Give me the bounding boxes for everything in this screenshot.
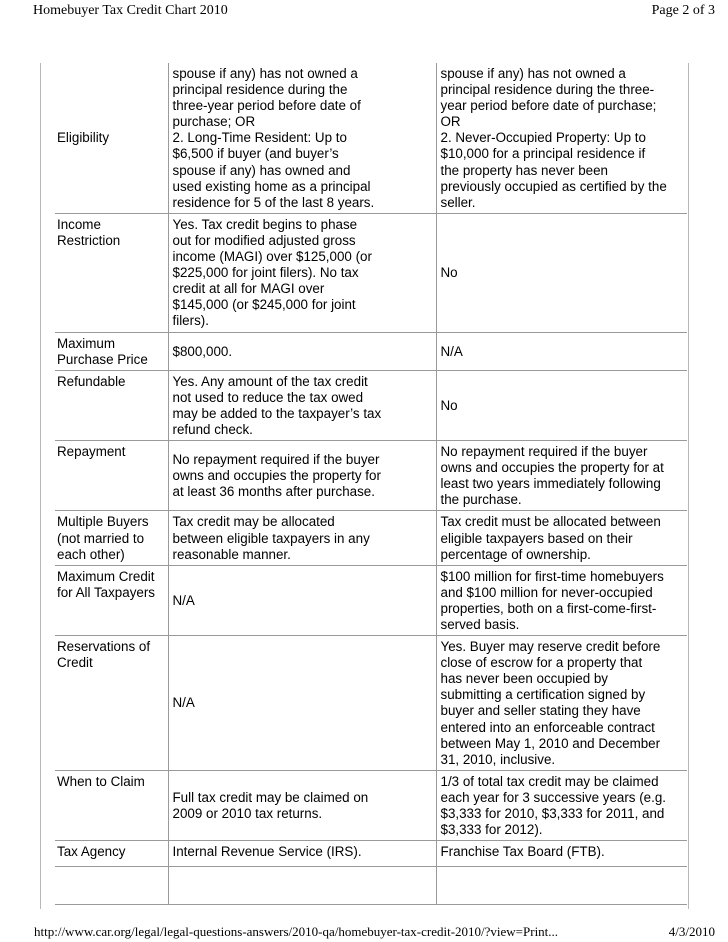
table-row — [55, 565, 687, 635]
cell-line: owns and occupies the property for at — [440, 460, 664, 476]
california-cell — [436, 441, 687, 511]
cell-line: three-year period before date of — [172, 98, 361, 114]
cell-line: Tax Agency — [57, 844, 126, 860]
cell-line: $145,000 (or $245,000 for joint — [172, 297, 356, 313]
row-label — [55, 770, 168, 840]
cell-line: for All Taxpayers — [57, 584, 155, 600]
california-cell — [436, 770, 687, 840]
cell-line: $800,000. — [172, 343, 233, 359]
cell-line: previously occupied as certified by the — [440, 178, 667, 194]
cell-line: submitting a certification signed by — [440, 687, 646, 703]
tax-credit-table — [55, 63, 687, 905]
cell-line: When to Claim — [57, 773, 145, 789]
cell-line: percentage of ownership. — [440, 546, 591, 562]
cell-line: Repayment — [57, 444, 126, 460]
footer-url: http://www.car.org/legal/legal-questions-answers/2010-qa/homebuyer-tax-credit-2010/?view=Print... — [34, 924, 559, 939]
row-label — [55, 441, 168, 511]
table-row — [55, 63, 687, 213]
federal-cell — [168, 441, 436, 511]
cell-line: No — [440, 265, 458, 281]
table-row — [55, 370, 687, 440]
cell-line: $6,500 if buyer (and buyer’s — [172, 146, 339, 162]
cell-line: Credit — [57, 655, 93, 671]
cell-line: $100 million for first-time homebuyers — [440, 568, 664, 584]
california-cell — [436, 511, 687, 565]
table-row — [55, 841, 687, 867]
cell-line: not used to reduce the tax owed — [172, 389, 364, 405]
cell-line: principal residence during the three- — [440, 82, 655, 98]
cell-line: No — [440, 397, 458, 413]
cell-line: Yes. Tax credit begins to phase — [172, 216, 358, 232]
cell-line: Internal Revenue Service (IRS). — [172, 844, 362, 860]
cell-line: (not married to — [57, 530, 145, 546]
cell-line: each year for 3 successive years (e.g. — [440, 789, 667, 805]
empty-cell — [436, 867, 687, 905]
cell-line: Franchise Tax Board (FTB). — [440, 844, 605, 860]
cell-line: Purchase Price — [57, 351, 148, 367]
cell-line: between eligible taxpayers in any — [172, 530, 370, 546]
cell-line: reasonable manner. — [172, 546, 291, 562]
cell-line: purchase; OR — [172, 114, 256, 130]
row-label — [55, 511, 168, 565]
cell-line: filers). — [172, 313, 209, 329]
row-label — [55, 636, 168, 771]
table-row — [55, 867, 687, 905]
cell-line: principal residence during the — [172, 82, 348, 98]
cell-line: spouse if any) has not owned a — [172, 66, 358, 81]
table-row — [55, 213, 687, 332]
table-row — [55, 636, 687, 771]
cell-line: used existing home as a principal — [172, 178, 371, 194]
cell-line: credit at all for MAGI over — [172, 281, 325, 297]
federal-cell — [168, 370, 436, 440]
row-label — [55, 332, 168, 370]
cell-line: and $100 million for never-occupied — [440, 584, 653, 600]
cell-line: 2009 or 2010 tax returns. — [172, 806, 323, 822]
page-number: Page 2 of 3 — [651, 3, 715, 18]
table-row — [55, 770, 687, 840]
cell-line: Full tax credit may be claimed on — [172, 789, 369, 805]
federal-cell — [168, 636, 436, 771]
cell-line: the purchase. — [440, 492, 522, 508]
cell-line: 2. Never-Occupied Property: Up to — [440, 130, 646, 146]
cell-line: Tax credit may be allocated — [172, 514, 335, 530]
cell-line: spouse if any) has not owned a — [440, 66, 626, 81]
cell-line: served basis. — [440, 617, 520, 632]
cell-line: Yes. Any amount of the tax credit — [172, 373, 368, 389]
cell-line: has never been occupied by — [440, 671, 609, 687]
cell-line: each other) — [57, 546, 125, 562]
cell-line: Yes. Buyer may reserve credit before — [440, 639, 661, 655]
cell-line: may be added to the taxpayer’s tax — [172, 405, 382, 421]
california-cell — [436, 370, 687, 440]
cell-line: Multiple Buyers — [57, 514, 149, 530]
cell-line: properties, both on a first-come-first- — [440, 600, 657, 616]
cell-line: out for modified adjusted gross — [172, 232, 356, 248]
footer-date: 4/3/2010 — [668, 924, 715, 939]
cell-line: No repayment required if the buyer — [172, 452, 380, 468]
cell-line: owns and occupies the property for — [172, 468, 381, 484]
cell-line: buyer and seller stating they have — [440, 703, 641, 719]
cell-line: 1/3 of total tax credit may be claimed — [440, 773, 659, 789]
cell-line: income (MAGI) over $125,000 (or — [172, 249, 372, 265]
cell-line: Restriction — [57, 232, 121, 248]
cell-line: N/A — [172, 695, 195, 711]
cell-line: spouse if any) has owned and — [172, 162, 351, 178]
empty-cell — [55, 867, 168, 905]
cell-line: Maximum Credit — [57, 568, 155, 584]
california-cell — [436, 63, 687, 213]
cell-line: the property has never been — [440, 162, 608, 178]
cell-line: No repayment required if the buyer — [440, 444, 648, 460]
table-row — [55, 441, 687, 511]
table-row — [55, 511, 687, 565]
cell-line: $3,333 for 2012). — [440, 822, 543, 838]
cell-line: Reservations of — [57, 639, 151, 655]
cell-line: OR — [440, 114, 461, 130]
cell-line: year period before date of purchase; — [440, 98, 657, 114]
federal-cell — [168, 511, 436, 565]
cell-line: Income — [57, 216, 101, 232]
row-label — [55, 565, 168, 635]
federal-cell — [168, 213, 436, 332]
cell-line: close of escrow for a property that — [440, 655, 643, 671]
cell-line: Maximum — [57, 335, 116, 351]
cell-line: at least 36 months after purchase. — [172, 484, 375, 500]
row-label — [55, 213, 168, 332]
cell-line: eligible taxpayers based on their — [440, 530, 633, 546]
empty-cell — [168, 867, 436, 905]
cell-line: 31, 2010, inclusive. — [440, 751, 556, 767]
cell-line: N/A — [172, 592, 195, 608]
california-cell — [436, 332, 687, 370]
california-cell — [436, 213, 687, 332]
california-cell — [436, 841, 687, 867]
row-label — [55, 841, 168, 867]
california-cell — [436, 565, 687, 635]
table-row — [55, 332, 687, 370]
page-title: Homebuyer Tax Credit Chart 2010 — [33, 3, 228, 18]
cell-line: $10,000 for a principal residence if — [440, 146, 646, 162]
row-label — [55, 370, 168, 440]
cell-line: seller. — [440, 194, 476, 210]
federal-cell — [168, 63, 436, 213]
federal-cell — [168, 770, 436, 840]
cell-line: Eligibility — [57, 130, 110, 146]
cell-line: residence for 5 of the last 8 years. — [172, 194, 375, 210]
cell-line: $3,333 for 2010, $3,333 for 2011, and — [440, 806, 665, 822]
cell-line: refund check. — [172, 421, 253, 437]
cell-line: $225,000 for joint filers). No tax — [172, 265, 359, 281]
california-cell — [436, 636, 687, 771]
cell-line: least two years immediately following — [440, 476, 661, 492]
federal-cell — [168, 565, 436, 635]
cell-line: Tax credit must be allocated between — [440, 514, 661, 530]
cell-line: Refundable — [57, 373, 126, 389]
row-label — [55, 63, 168, 213]
cell-line: 2. Long-Time Resident: Up to — [172, 130, 347, 146]
federal-cell — [168, 332, 436, 370]
federal-cell — [168, 841, 436, 867]
cell-line: entered into an enforceable contract — [440, 719, 655, 735]
cell-line: N/A — [440, 343, 463, 359]
cell-line: between May 1, 2010 and December — [440, 735, 661, 751]
